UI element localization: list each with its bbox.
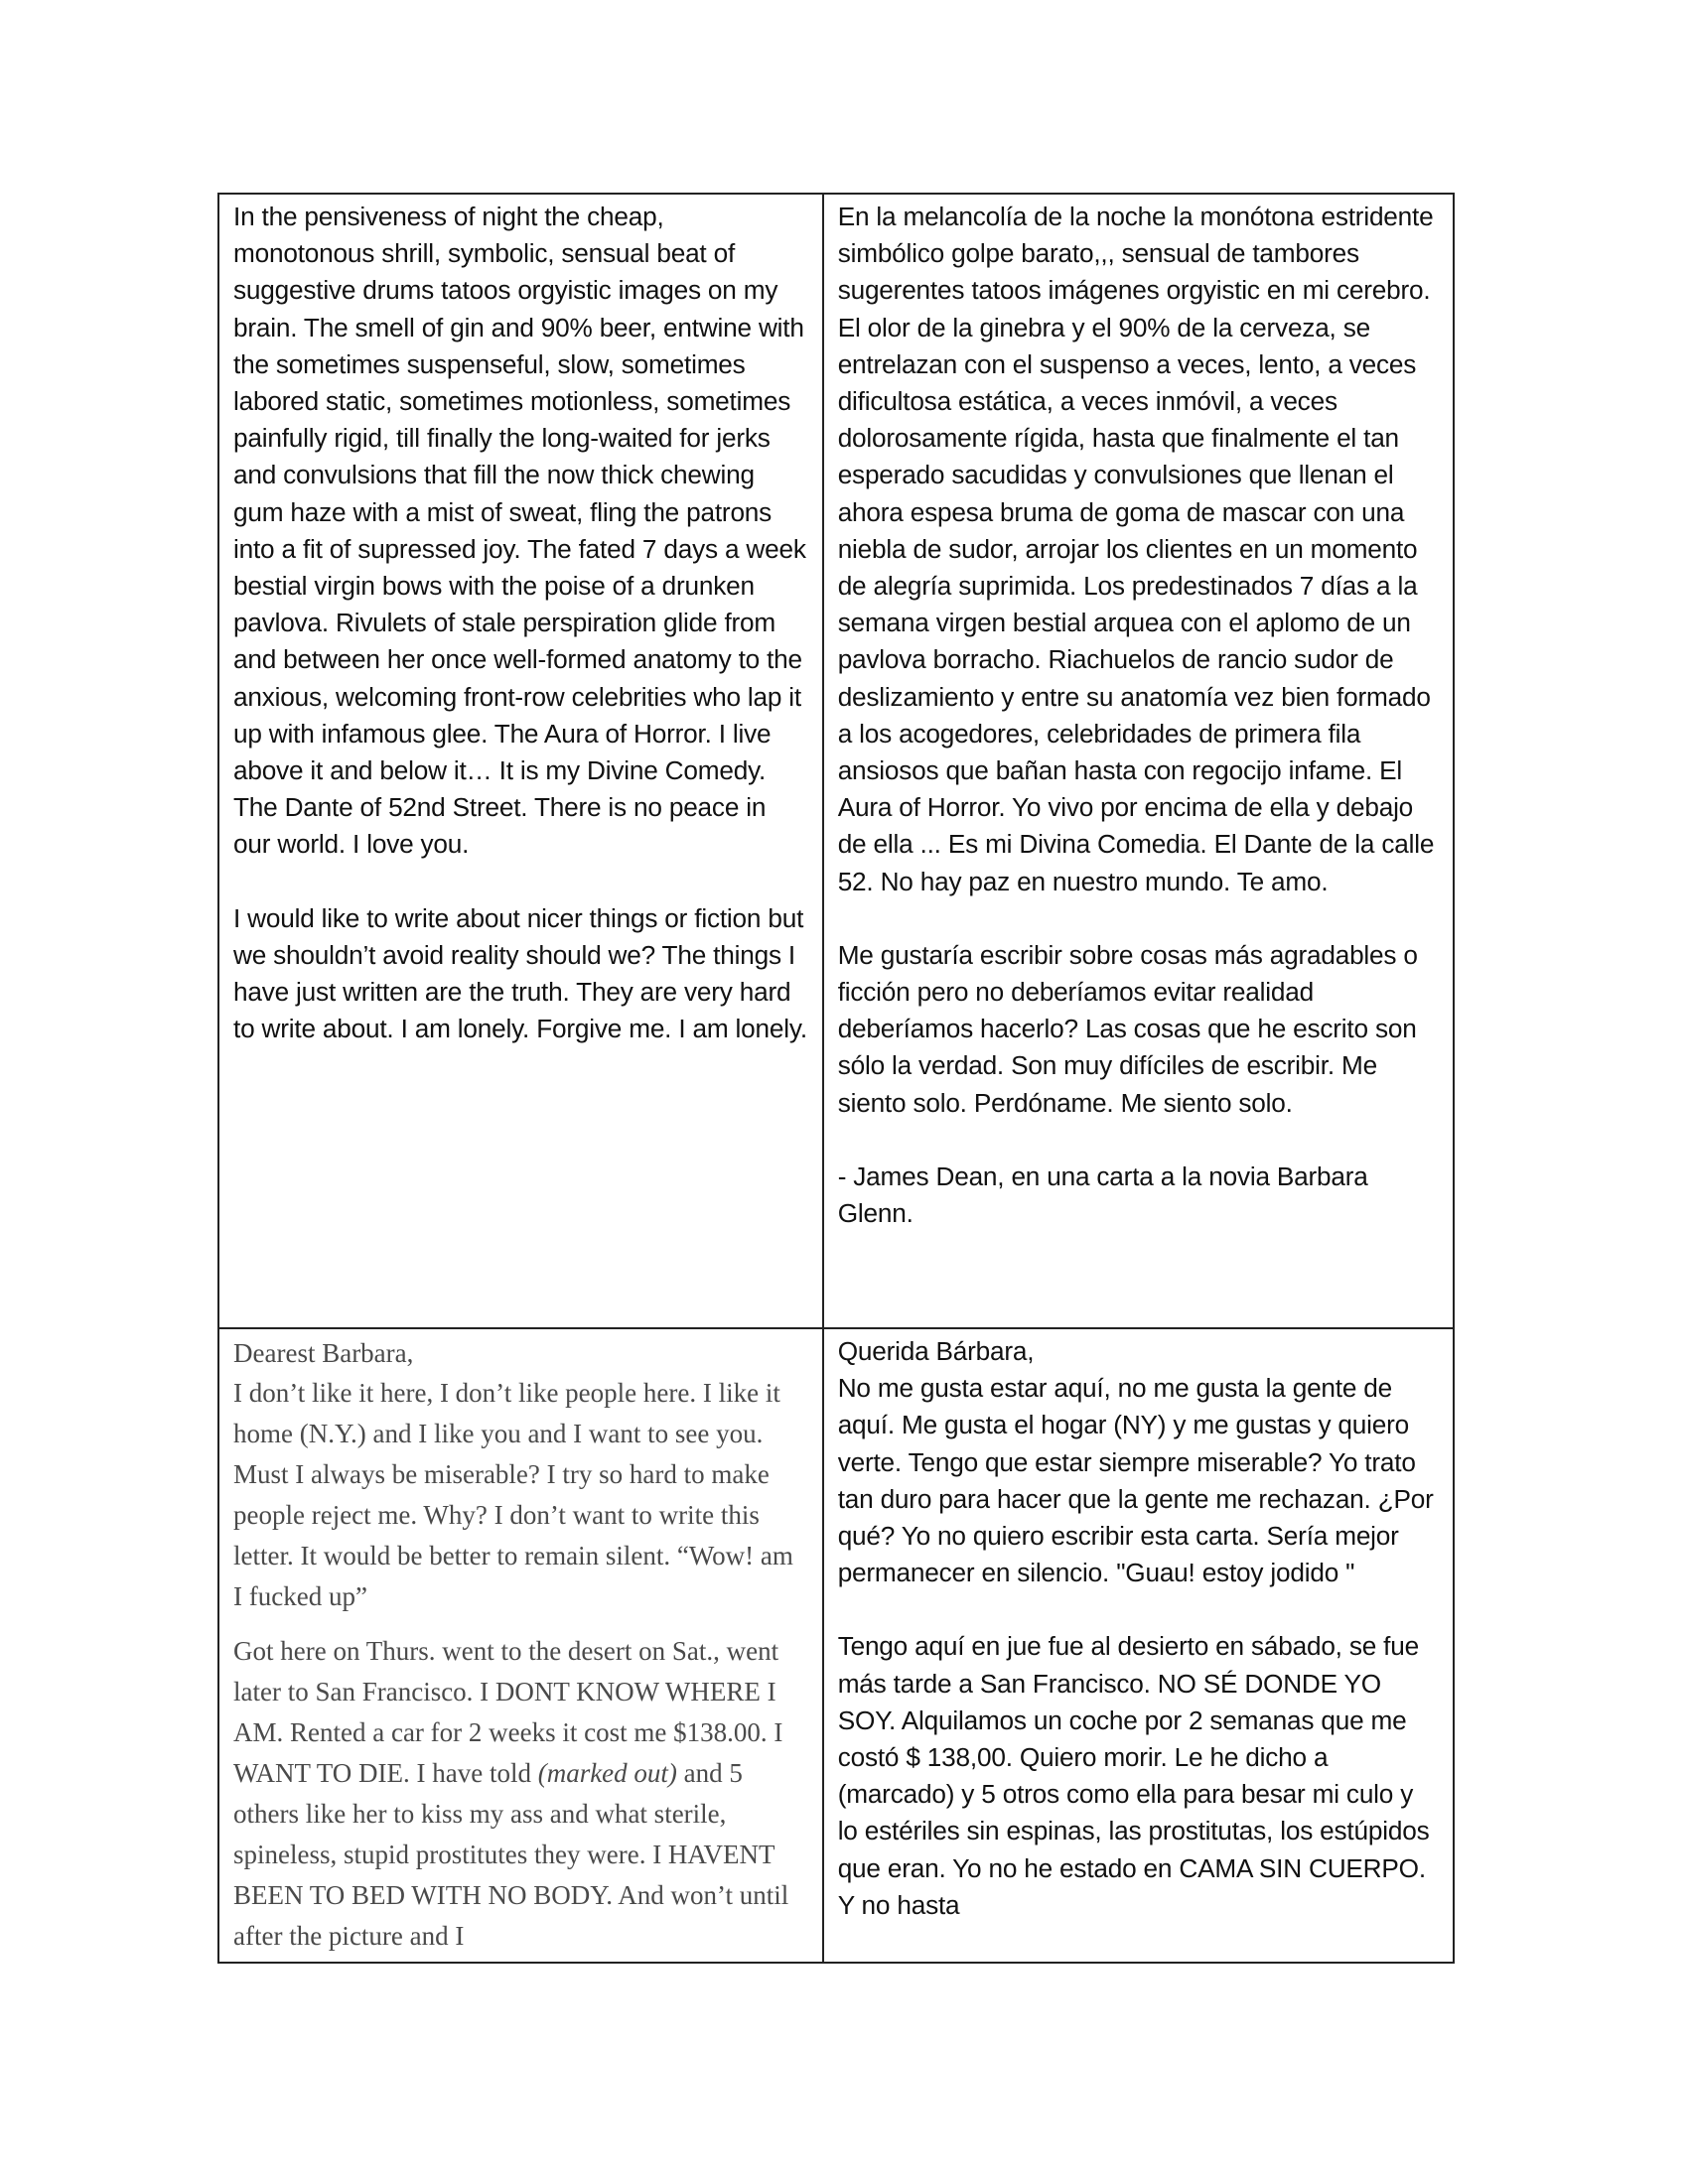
table-row	[218, 1328, 1454, 1963]
english-paragraph: I would like to write about nicer things or fiction but we shouldn’t avoid reality should we? The things I have just written are the truth. They are very hard to write about. I am lonely. Forgive me. I am lonely.	[233, 902, 807, 1044]
table-row	[218, 194, 1454, 1328]
paragraph-gap	[838, 1591, 1439, 1628]
letter-paragraph: No me gusta estar aquí, no me gusta la gente de aquí. Me gusta el hogar (NY) y me gustas y quiero verte. Tengo que estar siempre miserable? Yo trato tan duro para hacer que la gente me rechazan. ¿Por qué? Yo no quiero escribir esta carta. Sería mejor permanecer en silencio. "Guau! estoy jodido "	[837, 1373, 1434, 1588]
letter-paragraph	[233, 1631, 808, 1957]
spanish-paragraph: Me gustaría escribir sobre cosas más agradables o ficción pero no deberíamos evitar realidad deberíamos hacerlo? Las cosas que he escrito son sólo la verdad. Son muy difíciles de escribir. Me siento solo. Perdóname. Me siento solo.	[837, 939, 1418, 1118]
letter-salutation: Dearest Barbara,	[233, 1338, 414, 1368]
letter-paragraph: I don’t like it here, I don’t like people here. I like it home (N.Y.) and I like you and I want to see you. Must I always be miserable? I try so hard to make people reject me. Why? I don’t want to write this letter. It would be better to remain silent. “Wow! am I fucked up”	[233, 1378, 793, 1611]
letter-text: Got here on Thurs. went to the desert on Sat., went later to San Francisco. I DONT KNOW WHERE I AM. Rented a car for 2 weeks it cost me $138.00. I WANT TO DIE. I have told	[233, 1636, 783, 1788]
letter-paragraph: Tengo aquí en jue fue al desierto en sábado, se fue más tarde a San Francisco. NO SÉ DONDE YO SOY. Alquilamos un coche por 2 semanas que me costó $ 138,00. Quiero morir. Le he dicho a (marcado) y 5 otros como ella para besar mi culo y lo estériles sin espinas, las prostitutas, los estúpidos que eran. Yo no he estado en CAMA SIN CUERPO. Y no hasta	[837, 1631, 1430, 1920]
attribution: - James Dean, en una carta a la novia Barbara Glenn.	[837, 1160, 1368, 1229]
spanish-paragraph: En la melancolía de la noche la monótona estridente simbólico golpe barato,,, sensual de tambores sugerentes tatoos imágenes orgyistic en mi cerebro. El olor de la ginebra y el 90% de la cerveza, se entrelazan con el suspenso a veces, lento, a veces dificultosa estática, a veces inmóvil, a veces dolorosamente rígida, hasta que finalmente el tan esperado sacudidas y convulsiones que llenan el ahora espesa bruma de goma de mascar con una niebla de sudor, arrojar los clientes en un momento de alegría suprimida. Los predestinados 7 días a la semana virgen bestial arquea con el aplomo de un pavlova borracho. Riachuelos de rancio sudor de deslizamiento y entre su anatomía vez bien formado a los acogedores, celebridades de primera fila ansiosos que bañan hasta con regocijo infame. El Aura of Horror. Yo vivo por encima de ella y debajo de ella ... Es mi Divina Comedia. El Dante de la calle 52. No hay paz en nuestro mundo. Te amo.	[837, 202, 1435, 896]
english-cell-letter	[218, 1328, 823, 1963]
spanish-cell-poem	[823, 194, 1454, 1328]
english-paragraph: In the pensiveness of night the cheap, monotonous shrill, symbolic, sensual beat of suggestive drums tatoos orgyistic images on my brain. The smell of gin and 90% beer, entwine with the sometimes suspenseful, slow, sometimes labored static, sometimes motionless, sometimes painfully rigid, till finally the long-waited for jerks and convulsions that fill the now thick chewing gum haze with a mist of sweat, fling the patrons into a fit of supressed joy. The fated 7 days a week bestial virgin bows with the poise of a drunken pavlova. Rivulets of stale perspiration glide from and between her once well-formed anatomy to the anxious, welcoming front-row celebrities who lap it up with infamous glee. The Aura of Horror. I live above it and below it… It is my Divine Comedy. The Dante of 52nd Street. There is no peace in our world. I love you.	[233, 202, 806, 860]
letter-salutation: Querida Bárbara,	[837, 1336, 1035, 1366]
marked-out-note: (marked out)	[537, 1758, 677, 1788]
translation-table	[217, 193, 1455, 1964]
spanish-cell-letter	[823, 1328, 1454, 1963]
letter-text: and 5 others like her to kiss my ass and what sterile, spineless, stupid prostitutes they were. I HAVENT BEEN TO BED WITH NO BODY. And won’t until after the picture and I	[233, 1758, 789, 1951]
english-cell-poem	[218, 194, 823, 1328]
